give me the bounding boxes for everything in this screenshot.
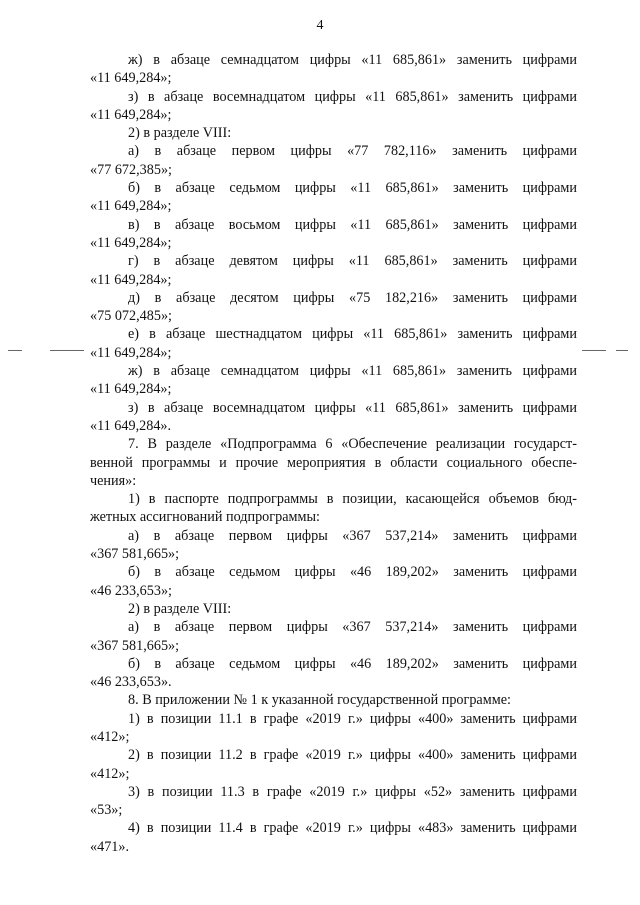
- text-line: «11 649,284»;: [90, 381, 172, 398]
- text-line: 8. В приложении № 1 к указанной государственной программе:: [128, 692, 511, 709]
- text-line: жетных ассигнований подпрограммы:: [90, 509, 320, 526]
- text-line: «46 233,653».: [90, 674, 172, 691]
- text-line: 2) в позиции 11.2 в графе «2019 г.» цифры «400» заменить цифрами: [128, 747, 577, 764]
- text-line: «11 649,284»;: [90, 70, 172, 87]
- text-line: б) в абзаце седьмом цифры «11 685,861» заменить цифрами: [128, 180, 577, 197]
- text-line: 7. В разделе «Подпрограмма 6 «Обеспечение реализации государст-: [128, 436, 577, 453]
- text-line: чения»:: [90, 472, 137, 489]
- text-line: «11 649,284»;: [90, 271, 172, 288]
- text-line: а) в абзаце первом цифры «367 537,214» заменить цифрами: [128, 527, 577, 544]
- scan-artifact-left-2: [50, 350, 84, 351]
- text-line: д) в абзаце десятом цифры «75 182,216» заменить цифрами: [128, 289, 577, 306]
- text-line: 1) в позиции 11.1 в графе «2019 г.» цифры «400» заменить цифрами: [128, 710, 577, 727]
- text-line: 4) в позиции 11.4 в графе «2019 г.» цифры «483» заменить цифрами: [128, 820, 577, 837]
- text-line: в) в абзаце восьмом цифры «11 685,861» заменить цифрами: [128, 216, 577, 233]
- text-line: «53»;: [90, 802, 123, 819]
- text-line: з) в абзаце восемнадцатом цифры «11 685,861» заменить цифрами: [128, 88, 577, 105]
- scan-artifact-left: [8, 350, 22, 351]
- text-line: «11 649,284»;: [90, 344, 172, 361]
- text-line: «11 649,284».: [90, 417, 172, 434]
- text-line: б) в абзаце седьмом цифры «46 189,202» заменить цифрами: [128, 655, 577, 672]
- text-line: 2) в разделе VIII:: [128, 125, 232, 142]
- text-line: а) в абзаце первом цифры «77 782,116» заменить цифрами: [128, 143, 577, 160]
- text-line: «412»;: [90, 728, 130, 745]
- text-line: «75 072,485»;: [90, 308, 172, 325]
- text-line: «367 581,665»;: [90, 637, 180, 654]
- text-line: 2) в разделе VIII:: [128, 600, 232, 617]
- text-line: ж) в абзаце семнадцатом цифры «11 685,861» заменить цифрами: [128, 363, 577, 380]
- text-line: 1) в паспорте подпрограммы в позиции, касающейся объемов бюд-: [128, 491, 577, 508]
- text-line: «11 649,284»;: [90, 106, 172, 123]
- text-line: «367 581,665»;: [90, 546, 180, 563]
- text-line: «11 649,284»;: [90, 198, 172, 215]
- scan-artifact-right-2: [616, 350, 628, 351]
- text-line: б) в абзаце седьмом цифры «46 189,202» заменить цифрами: [128, 564, 577, 581]
- page-number: 4: [316, 18, 324, 33]
- text-line: «412»;: [90, 765, 130, 782]
- text-line: 3) в позиции 11.3 в графе «2019 г.» цифры «52» заменить цифрами: [128, 783, 577, 800]
- text-line: з) в абзаце восемнадцатом цифры «11 685,861» заменить цифрами: [128, 399, 577, 416]
- text-line: «46 233,653»;: [90, 582, 172, 599]
- scan-artifact-right: [582, 350, 606, 351]
- text-line: е) в абзаце шестнадцатом цифры «11 685,861» заменить цифрами: [128, 326, 577, 343]
- document-body: [90, 51, 577, 856]
- text-line: а) в абзаце первом цифры «367 537,214» заменить цифрами: [128, 619, 577, 636]
- text-line: «77 672,385»;: [90, 161, 172, 178]
- text-line: «11 649,284»;: [90, 234, 172, 251]
- text-line: ж) в абзаце семнадцатом цифры «11 685,861» заменить цифрами: [128, 52, 577, 68]
- text-line: г) в абзаце девятом цифры «11 685,861» заменить цифрами: [128, 253, 577, 270]
- text-line: «471».: [90, 838, 130, 855]
- text-line: венной программы и прочие мероприятия в области социального обеспе-: [90, 454, 577, 471]
